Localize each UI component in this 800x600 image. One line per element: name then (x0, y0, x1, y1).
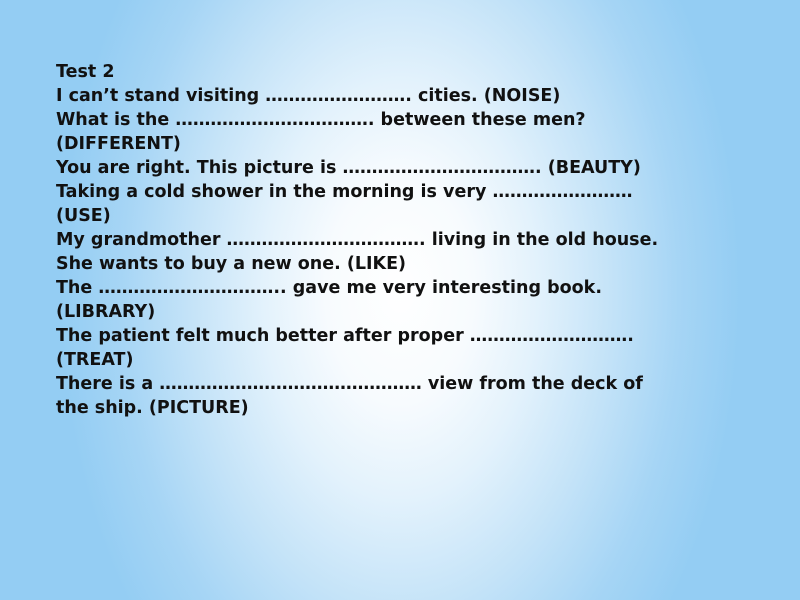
sentence-line-11: The patient felt much better after proper ………………………. (56, 326, 634, 346)
sentence-line-10: (LIBRARY) (56, 302, 156, 322)
sentence-line-8: She wants to buy a new one. (LIKE) (56, 254, 407, 274)
sentence-line-2: What is the ……………………………. between these men? (56, 110, 586, 130)
test-title: Test 2 (56, 62, 115, 82)
sentence-line-4: You are right. This picture is ……………………………. (BEAUTY) (56, 158, 641, 178)
sentence-line-1: I can’t stand visiting ……………………. cities. (NOISE) (56, 86, 561, 106)
test-text-block (56, 60, 786, 420)
sentence-line-14: the ship. (PICTURE) (56, 398, 249, 418)
sentence-line-12: (TREAT) (56, 350, 134, 370)
sentence-line-13: There is a ……………………………………… view from the deck of (56, 374, 643, 394)
sentence-line-6: (USE) (56, 206, 111, 226)
sentence-line-3: (DIFFERENT) (56, 134, 181, 154)
sentence-line-9: The ………………………….. gave me very interesting book. (56, 278, 602, 298)
sentence-line-7: My grandmother ……………………………. living in the old house. (56, 230, 659, 250)
sentence-line-5: Taking a cold shower in the morning is very …………………… (56, 182, 633, 202)
